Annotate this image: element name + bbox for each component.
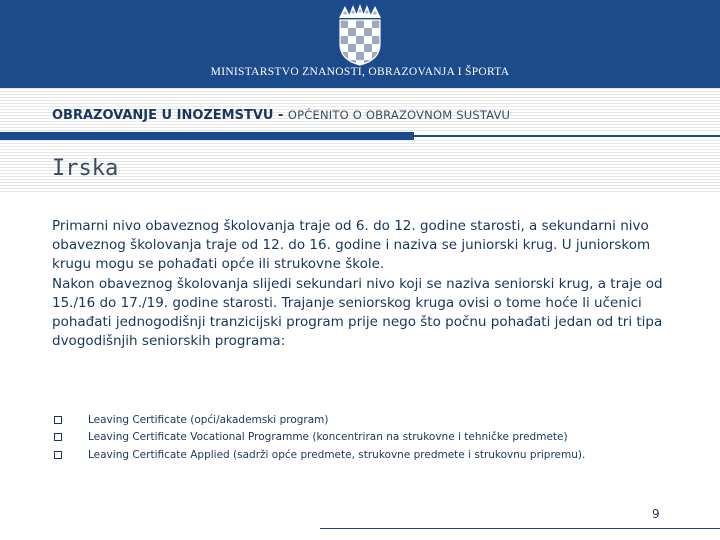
breadcrumb-sub: OPĆENITO O OBRAZOVNOM SUSTAVU — [287, 108, 511, 122]
breadcrumb-separator: - — [273, 108, 288, 123]
list-item-text: Leaving Certificate Applied (sadrži opće predmete, strukovne predmete i strukovnu pripremu). — [88, 448, 586, 461]
paragraph-2: Nakon obaveznog školovanja slijedi sekundari nivo koji se naziva seniorski krug, a traje od 15./16 do 17./19. godine starosti. Trajanje seniorskog kruga ovisi o tome hoće li učenici pohađati jednogodišnji tranzicijski program prije nego što počnu pohađati jedan od tri tipa dvogodišnjih seniorskih programa: — [52, 275, 663, 350]
program-list — [52, 411, 692, 464]
list-item-text: Leaving Certificate Vocational Programme (koncentriran na strukovne i tehničke predmete) — [88, 431, 568, 444]
body-text — [52, 217, 672, 351]
breadcrumb-main: OBRAZOVANJE U INOZEMSTVU — [52, 108, 274, 123]
ministry-name: MINISTARSTVO ZNANOSTI, OBRAZOVANJA I ŠPORTA — [210, 66, 510, 78]
list-item-text: Leaving Certificate (opći/akademski program) — [88, 413, 329, 426]
footer-line — [320, 528, 720, 529]
paragraph-1: Primarni nivo obaveznog školovanja traje od 6. do 12. godine starosti, a sekundarni nivo obaveznog školovanja traje od 12. do 16. godine i naziva se juniorski krug. U juniorskom krugu mogu se pohađati opće ili strukovne škole. — [52, 218, 651, 273]
croatian-coat-of-arms-icon — [336, 4, 384, 66]
page-number: 9 — [652, 507, 660, 521]
accent-bar — [0, 132, 414, 140]
checkbox-bullet-icon — [54, 433, 62, 441]
checkbox-bullet-icon — [54, 451, 62, 459]
header-band — [0, 0, 720, 88]
accent-line — [414, 135, 720, 137]
page-title: Irska — [52, 156, 119, 181]
list-item — [52, 429, 692, 447]
list-item — [52, 446, 692, 464]
breadcrumb — [52, 108, 510, 123]
list-item — [52, 411, 692, 429]
checkbox-bullet-icon — [54, 416, 62, 424]
